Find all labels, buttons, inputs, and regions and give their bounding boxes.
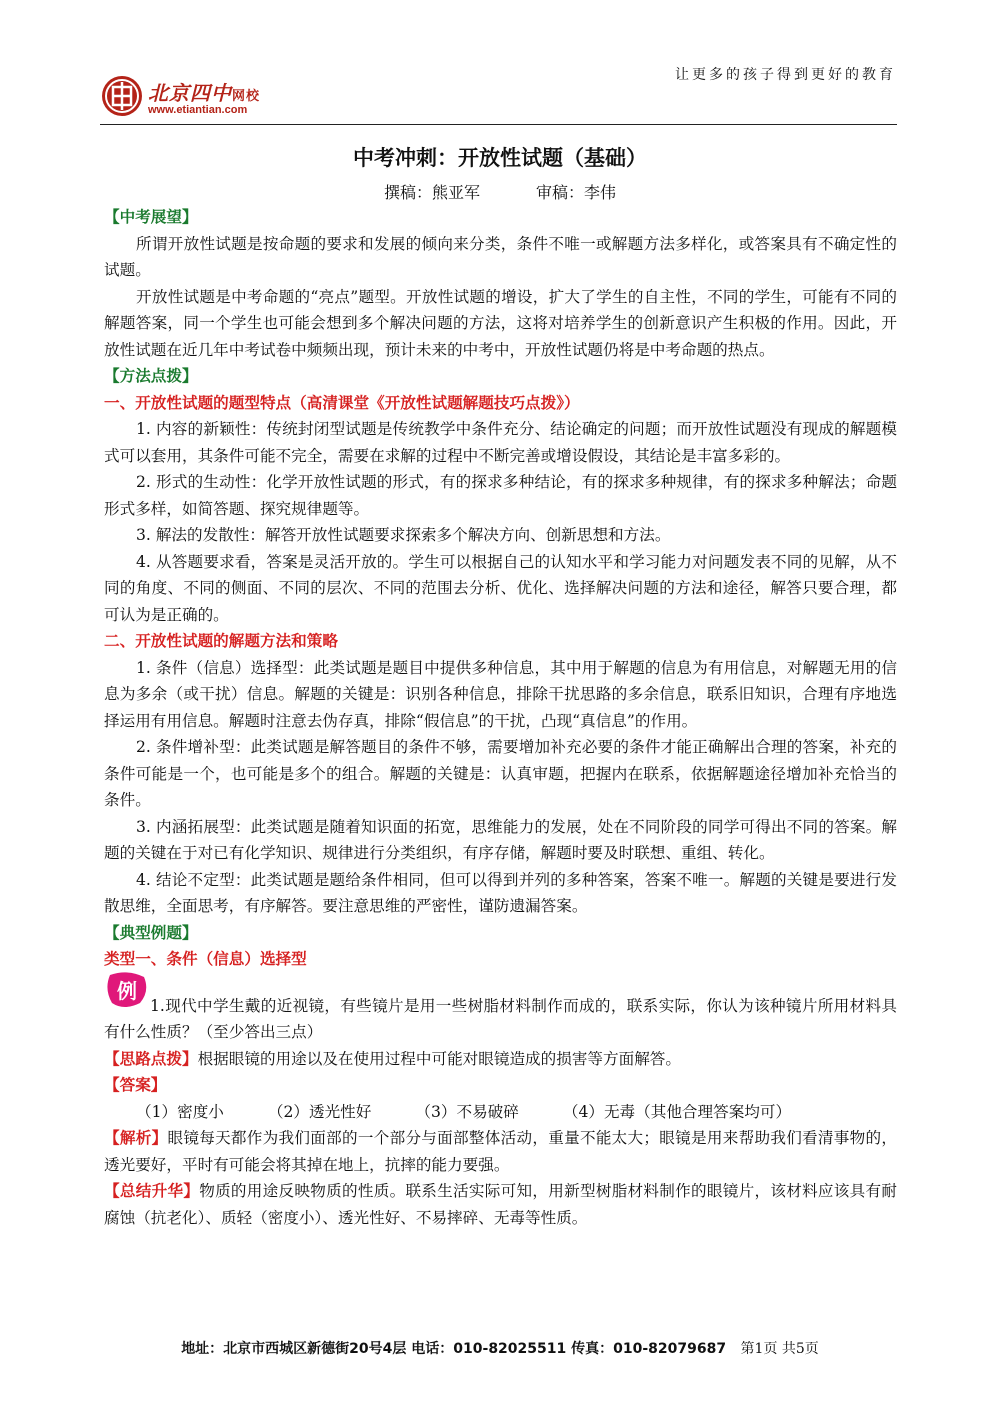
page-title: 中考冲刺：开放性试题（基础） [353,146,647,170]
analysis-row [104,1125,897,1178]
method-item: 1. 内容的新颖性：传统封闭型试题是传统教学中条件充分、结论确定的问题；而开放性试题没有现成的解题模式可以套用，其条件可能不完全，需要在求解的过程中不断完善或增设假设，其结论是丰富多彩的。 [104,420,897,465]
answer-item: （1）密度小 [136,1102,224,1121]
analysis-text: 眼镜每天都作为我们面部的一个部分与面部整体活动，重量不能太大；眼镜是用来帮助我们看清事物的，透光要好，平时有可能会将其掉在地上，抗摔的能力要强。 [104,1129,897,1174]
answer-item: （3）不易破碎 [415,1102,519,1121]
examples-heading: 【典型例题】 [104,923,198,942]
method-item: 4. 结论不定型：此类试题是题给条件相同，但可以得到并列的多种答案，答案不唯一。解题的关键是要进行发散思维，全面思考，有序解答。要注意思维的严密性，谨防遗漏答案。 [104,870,897,915]
footer-address: 地址：北京市西城区新德街20号4层 电话：010-82025511 传真：010-82079687 [181,1341,727,1357]
summary-text: 物质的用途反映物质的性质。联系生活实际可知，用新型树脂材料制作的眼镜片，该材料应该具有耐腐蚀（抗老化）、质轻（密度小）、透光性好、不易摔碎、无毒等性质。 [104,1182,897,1227]
reviewer: 审稿：李伟 [536,183,617,202]
method-item: 2. 形式的生动性：化学开放性试题的形式，有的探求多种结论，有的探求多种规律，有的探求多种解法；命题形式多样，如简答题、探究规律题等。 [104,473,897,518]
example-block [104,973,897,1046]
authors-line [0,180,1000,203]
method-item: 3. 解法的发散性：解答开放性试题要求探索多个解决方向、创新思想和方法。 [136,526,671,544]
method-item: 4. 从答题要求看，答案是灵活开放的。学生可以根据自己的认知水平和学习能力对问题发表不同的见解，从不同的角度、不同的侧面、不同的层次、不同的范围去分析、优化、选择解决问题的方法和途径，解答只要合理，都可认为是正确的。 [104,552,897,624]
footer [0,1338,1000,1358]
hint-label: 【思路点拨】 [104,1049,198,1068]
logo-url: www.etiantian.com [148,103,248,116]
hint-text: 根据眼镜的用途以及在使用过程中可能对眼镜造成的损害等方面解答。 [197,1049,681,1068]
summary-label: 【总结升华】 [104,1182,200,1200]
summary-row [104,1178,897,1231]
answer-item: （4）无毒（其他合理答案均可） [562,1102,792,1121]
method-subheading: 一、开放性试题的题型特点（高清课堂《开放性试题解题技巧点拨》） [104,393,580,412]
header-divider [100,124,897,125]
answer-list [104,1099,897,1126]
hint-row [104,1046,897,1073]
content [104,204,897,1231]
logo-name: 北京四中 [148,80,232,105]
footer-page: 第1页 共5页 [740,1341,819,1357]
outlook-heading: 【中考展望】 [104,208,198,226]
method-item: 1. 条件（信息）选择型：此类试题是题目中提供多种信息，其中用于解题的信息为有用信息，对解题无用的信息为多余（或干扰）信息。解题的关键是：识别各种信息，排除干扰思路的多余信息，联系旧知识，合理有序地选择运用有用信息。解题时注意去伪存真，排除“假信息”的干扰，凸现“真信息”的作用。 [104,658,897,730]
method-item: 3. 内涵拓展型：此类试题是随着知识面的拓宽，思维能力的发展，处在不同阶段的同学可得出不同的答案。解题的关键在于对已有化学知识、规律进行分类组织，有序存储，解题时要及时联想、重组、转化。 [104,817,897,862]
method-heading: 【方法点拨】 [104,367,198,385]
outlook-paragraph: 开放性试题是中考命题的“亮点”题型。开放性试题的增设，扩大了学生的自主性，不同的学生，可能有不同的解题答案，同一个学生也可能会想到多个解决问题的方法，这将对培养学生的创新意识产生积极的作用。因此，开放性试题在近几年中考试卷中频频出现，预计未来的中考中，开放性试题仍将是中考命题的热点。 [104,287,897,359]
author: 撰稿：熊亚军 [383,183,480,202]
slogan: 让更多的孩子得到更好的教育 [675,67,896,83]
answer-item: （2）透光性好 [267,1102,372,1121]
logo-suffix: 网校 [232,88,261,104]
example-badge [104,971,152,1011]
example-question: 1.现代中学生戴的近视镜，有些镜片是用一些树脂材料制作而成的，联系实际，你认为该种镜片所用材料具有什么性质？（至少答出三点） [104,996,897,1041]
example-badge-label: 例 [117,978,137,1003]
answer-label: 【答案】 [104,1076,167,1094]
outlook-paragraph: 所谓开放性试题是按命题的要求和发展的倾向来分类，条件不唯一或解题方法多样化，或答案具有不确定性的试题。 [104,234,897,279]
example-type-heading: 类型一、条件（信息）选择型 [104,950,307,968]
method-item: 2. 条件增补型：此类试题是解答题目的条件不够，需要增加补充必要的条件才能正确解出合理的答案，补充的条件可能是一个，也可能是多个的组合。解题的关键是：认真审题，把握内在联系，依据解题途径增加补充恰当的条件。 [104,738,897,809]
method-subheading: 二、开放性试题的解题方法和策略 [104,632,338,650]
school-seal-icon [100,74,144,118]
logo [100,74,260,118]
analysis-label: 【解析】 [104,1129,168,1147]
